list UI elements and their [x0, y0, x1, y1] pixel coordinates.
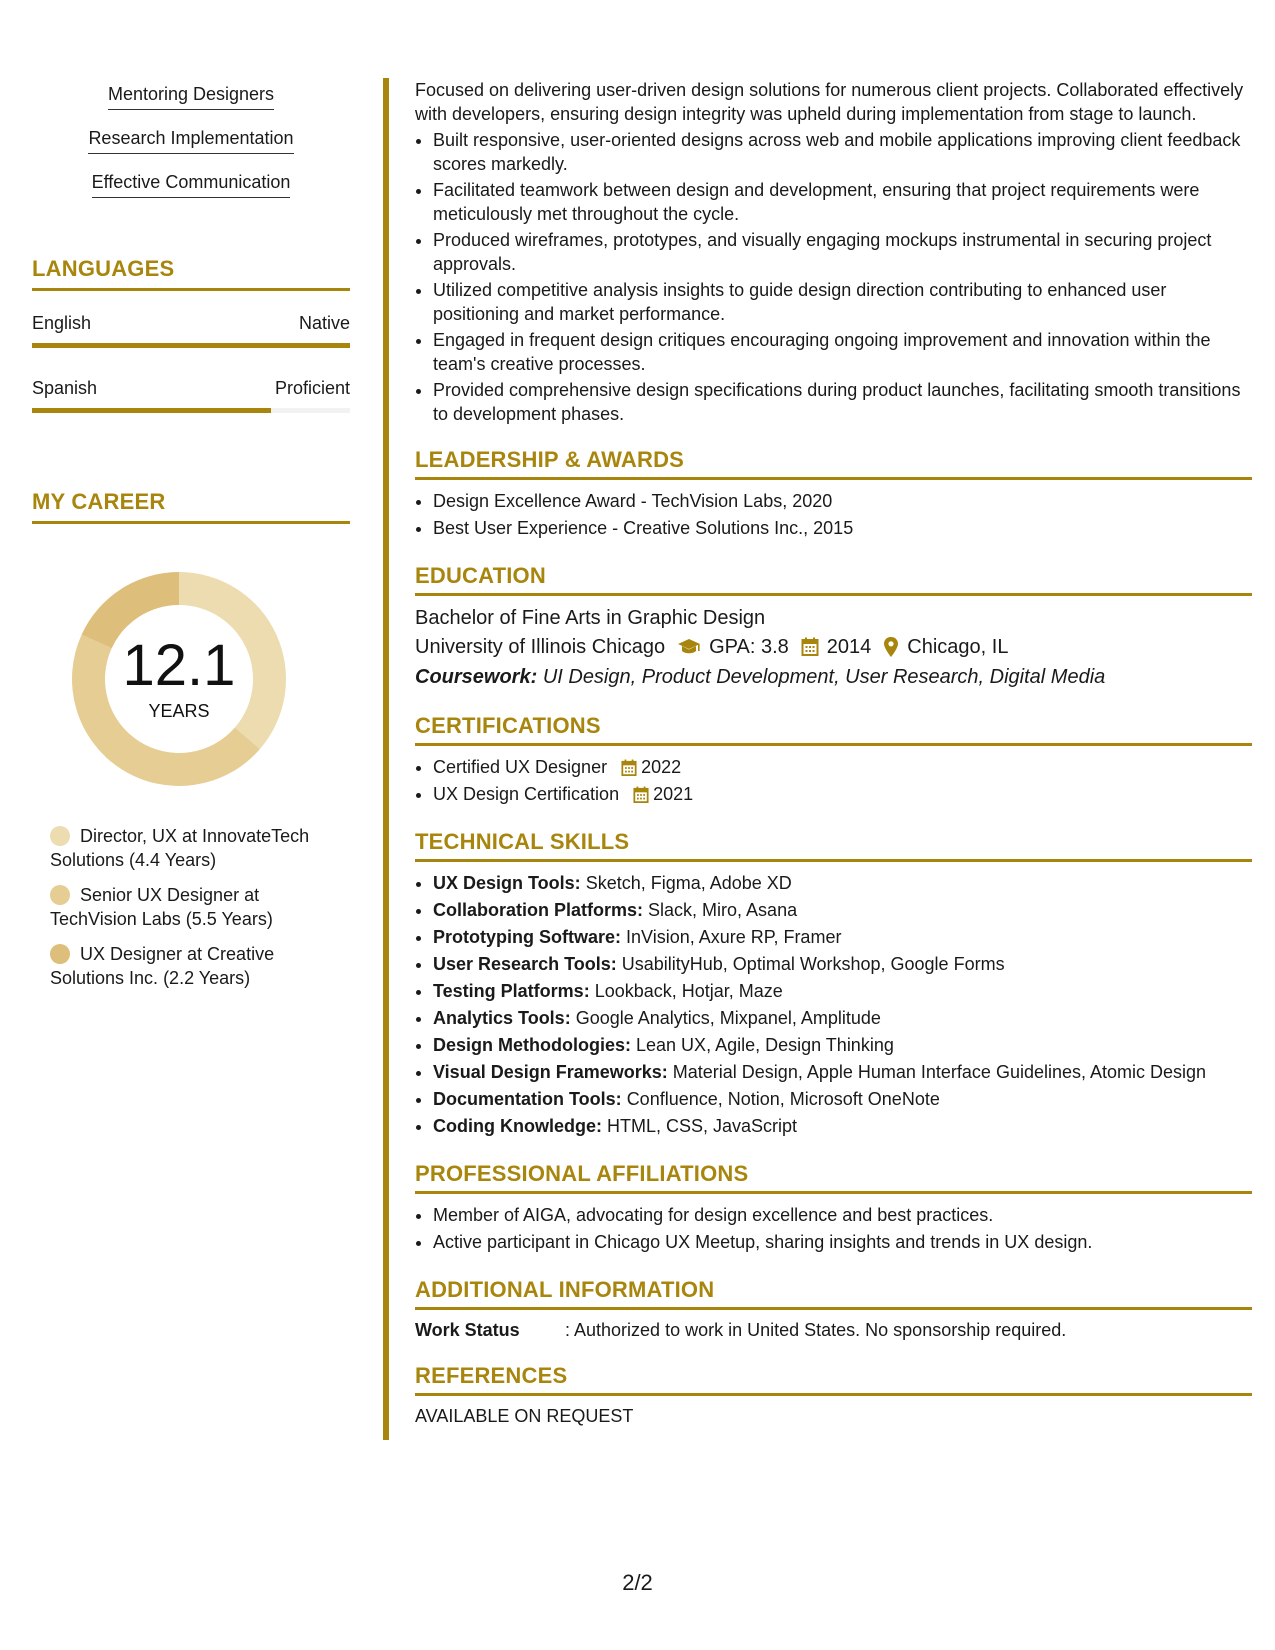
- language-name: English: [32, 313, 92, 333]
- work-status-value: : Authorized to work in United States. No sponsorship required.: [565, 1320, 1067, 1340]
- skill-value: Google Analytics, Mixpanel, Amplitude: [575, 1008, 881, 1028]
- career-legend-text: Director, UX at InnovateTech Solutions (4.4 Years): [50, 826, 310, 870]
- language-bar: [32, 343, 350, 348]
- list-item: [433, 781, 1252, 808]
- skill-value: HTML, CSS, JavaScript: [607, 1116, 798, 1136]
- coursework-label: Coursework:: [415, 666, 538, 688]
- legend-dot-icon: [50, 944, 70, 964]
- additional-info-heading: ADDITIONAL INFORMATION: [415, 1278, 1252, 1310]
- work-status-label: Work Status: [415, 1320, 520, 1340]
- list-item: • Member of AIGA, advocating for design excellence and best practices.: [433, 1202, 1252, 1229]
- list-item: • Produced wireframes, prototypes, and visually engaging mockups instrumental in securing project approvals.: [433, 228, 1252, 276]
- languages-section: [32, 256, 350, 413]
- career-section: [32, 489, 350, 990]
- career-legend-item: [50, 883, 330, 931]
- experience-summary: Focused on delivering user-driven design solutions for numerous client projects. Collaborated effectively with developers, ensuring design integrity was upheld during implementation from stage to launch.: [415, 80, 1244, 124]
- affiliations-list: [415, 1202, 1252, 1256]
- list-item: [433, 978, 1252, 1005]
- language-row: [32, 311, 350, 348]
- references-text: AVAILABLE ON REQUEST: [415, 1406, 634, 1426]
- career-legend-item: [50, 824, 330, 872]
- list-item: • Provided comprehensive design specifications during product launches, facilitating smooth transitions to development phases.: [433, 378, 1252, 426]
- language-row: [32, 376, 350, 413]
- work-status-row: [415, 1318, 1252, 1342]
- career-unit: YEARS: [148, 701, 210, 721]
- school-name: University of Illinois Chicago: [415, 636, 666, 658]
- skill-label: UX Design Tools:: [433, 873, 581, 893]
- skill-value: Material Design, Apple Human Interface Guidelines, Atomic Design: [672, 1062, 1207, 1082]
- language-level: Proficient: [274, 378, 350, 398]
- calendar-icon: [801, 637, 819, 657]
- list-item: • Built responsive, user-oriented designs across web and mobile applications improving client feedback scores markedly.: [433, 128, 1252, 176]
- career-total: 12.1: [122, 633, 236, 698]
- experience-bullets: [415, 128, 1252, 426]
- sidebar: [32, 82, 350, 1001]
- list-item: [433, 870, 1252, 897]
- column-divider: [383, 78, 389, 1440]
- list-item: [433, 1086, 1252, 1113]
- list-item: • Design Excellence Award - TechVision Labs, 2020: [433, 488, 1252, 515]
- education-details: [415, 632, 1252, 662]
- career-legend-item: [50, 942, 330, 990]
- language-level: Native: [298, 313, 350, 333]
- languages-heading: LANGUAGES: [32, 256, 350, 291]
- school-location: Chicago, IL: [907, 636, 1009, 658]
- skill-label: User Research Tools:: [433, 954, 617, 974]
- skill-value: UsabilityHub, Optimal Workshop, Google Forms: [621, 954, 1005, 974]
- certifications-list: [415, 754, 1252, 808]
- skill-label: Design Methodologies:: [433, 1035, 631, 1055]
- graduation-year: 2014: [826, 636, 872, 658]
- career-legend-text: UX Designer at Creative Solutions Inc. (2.2 Years): [50, 944, 275, 988]
- coursework-list: UI Design, Product Development, User Research, Digital Media: [542, 666, 1106, 688]
- technical-skills-heading: TECHNICAL SKILLS: [415, 830, 1252, 862]
- list-item: [433, 1005, 1252, 1032]
- skill-value: Lean UX, Agile, Design Thinking: [636, 1035, 894, 1055]
- awards-list: [415, 488, 1252, 542]
- list-item: • Engaged in frequent design critiques encouraging ongoing improvement and innovation within the team's creative processes.: [433, 328, 1252, 376]
- list-item: [433, 754, 1252, 781]
- skill-label: Prototyping Software:: [433, 927, 621, 947]
- page-number: 2/2: [622, 1570, 653, 1595]
- certification-name: • UX Design Certification: [433, 784, 620, 804]
- legend-dot-icon: [50, 826, 70, 846]
- calendar-icon: [633, 786, 649, 804]
- technical-skills-list: [415, 870, 1252, 1140]
- skill-label: Coding Knowledge:: [433, 1116, 602, 1136]
- language-bar-fill: [32, 343, 350, 348]
- skill-list: [32, 82, 350, 214]
- coursework: [415, 662, 1252, 692]
- skill-label: Visual Design Frameworks:: [433, 1062, 668, 1082]
- gpa: GPA: 3.8: [709, 636, 789, 658]
- affiliations-heading: PROFESSIONAL AFFILIATIONS: [415, 1162, 1252, 1194]
- skill-value: Slack, Miro, Asana: [648, 900, 798, 920]
- skill-item: Mentoring Designers: [108, 82, 274, 110]
- skill-value: Sketch, Figma, Adobe XD: [585, 873, 792, 893]
- references-heading: REFERENCES: [415, 1364, 1252, 1396]
- language-name: Spanish: [32, 378, 98, 398]
- awards-heading: LEADERSHIP & AWARDS: [415, 448, 1252, 480]
- legend-dot-icon: [50, 885, 70, 905]
- list-item: [433, 1059, 1252, 1086]
- degree-title: Bachelor of Fine Arts in Graphic Design: [415, 607, 766, 629]
- education-heading: EDUCATION: [415, 564, 1252, 596]
- main-column: [415, 78, 1252, 1428]
- list-item: • Active participant in Chicago UX Meetup, sharing insights and trends in UX design.: [433, 1229, 1252, 1256]
- skill-value: Confluence, Notion, Microsoft OneNote: [626, 1089, 940, 1109]
- career-legend-text: Senior UX Designer at TechVision Labs (5.5 Years): [50, 885, 273, 929]
- certification-name: • Certified UX Designer: [433, 757, 608, 777]
- language-bar: [32, 408, 350, 413]
- career-legend: [32, 824, 350, 990]
- certification-year: 2021: [653, 784, 694, 804]
- list-item: [433, 924, 1252, 951]
- skill-value: InVision, Axure RP, Framer: [626, 927, 842, 947]
- list-item: • Utilized competitive analysis insights to guide design direction contributing to enhanced user positioning and market performance.: [433, 278, 1252, 326]
- list-item: [433, 1113, 1252, 1140]
- certifications-heading: CERTIFICATIONS: [415, 714, 1252, 746]
- calendar-icon: [621, 759, 637, 777]
- skill-item: Research Implementation: [88, 126, 293, 154]
- list-item: • Facilitated teamwork between design and development, ensuring that project requirements were meticulously met throughout the cycle.: [433, 178, 1252, 226]
- graduation-cap-icon: [677, 638, 701, 656]
- skill-label: Documentation Tools:: [433, 1089, 622, 1109]
- location-pin-icon: [883, 636, 899, 658]
- career-heading: MY CAREER: [32, 489, 350, 524]
- certification-year: 2022: [641, 757, 682, 777]
- list-item: • Best User Experience - Creative Solutions Inc., 2015: [433, 515, 1252, 542]
- list-item: [433, 951, 1252, 978]
- skill-label: Collaboration Platforms:: [433, 900, 644, 920]
- skill-value: Lookback, Hotjar, Maze: [594, 981, 783, 1001]
- list-item: [433, 897, 1252, 924]
- career-donut-chart: [64, 564, 294, 794]
- skill-label: Analytics Tools:: [433, 1008, 571, 1028]
- skill-item: Effective Communication: [92, 170, 291, 198]
- skill-label: Testing Platforms:: [433, 981, 590, 1001]
- language-bar-fill: [32, 408, 271, 413]
- list-item: [433, 1032, 1252, 1059]
